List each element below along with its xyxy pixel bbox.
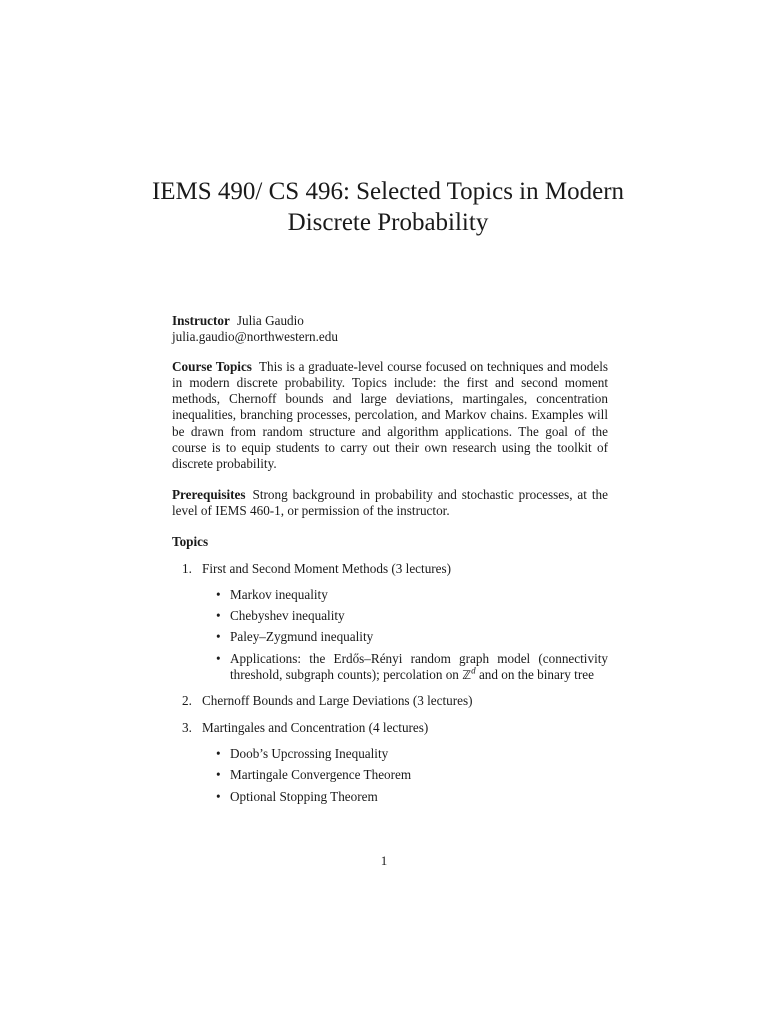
subtopic-item (202, 587, 608, 603)
subtopic-list (202, 587, 608, 683)
bullet-icon: • (216, 650, 221, 666)
document-body (172, 313, 608, 815)
topic-item (172, 561, 608, 684)
instructor-name: Julia Gaudio (236, 313, 304, 328)
topic-number: 3. (182, 719, 192, 735)
bullet-icon: • (216, 745, 221, 761)
prerequisites-label: Prerequisites (172, 486, 246, 502)
instructor-email: julia.gaudio@northwestern.edu (172, 329, 338, 345)
bullet-icon: • (216, 767, 221, 783)
dimension-superscript: d (471, 665, 476, 676)
title-line-1: IEMS 490/ CS 496: Selected Topics in Modern (151, 178, 625, 205)
prerequisites-section (172, 487, 608, 520)
subtopic-item (202, 746, 608, 762)
subtopic-text: Markov inequality (230, 586, 328, 602)
course-topics-label: Course Topics (172, 358, 252, 374)
topic-title: Martingales and Concentration (4 lectures) (202, 719, 429, 735)
bullet-icon: • (216, 629, 221, 645)
topics-list (172, 561, 608, 805)
prerequisites-text: Strong background in probability and stochastic processes, at the level of IEMS 460-1, or permission of the instructor. (172, 486, 608, 518)
title-line-2: Discrete Probability (287, 209, 489, 236)
applications-text: Applications: the Erdős–Rényi random graph model (connectivity threshold, subgraph counts); percolation on (230, 650, 608, 683)
instructor-section (172, 313, 608, 346)
subtopic-text: Optional Stopping Theorem (230, 788, 378, 804)
course-topics-section (172, 359, 608, 473)
instructor-label: Instructor (172, 313, 230, 328)
subtopic-text: Paley–Zygmund inequality (230, 629, 374, 645)
topic-number: 2. (182, 693, 192, 709)
subtopic-item (202, 767, 608, 783)
subtopic-text: Doob’s Upcrossing Inequality (230, 745, 389, 761)
subtopic-text: Chebyshev inequality (230, 608, 345, 624)
integers-symbol: ℤ (462, 668, 472, 683)
course-topics-text: This is a graduate-level course focused on techniques and models in modern discrete probability. Topics include: the first and second moment methods, Chernoff bounds and large deviations, martingales, concentration inequalities, branching processes, percolation, and Markov chains. Examples will be drawn from random structure and algorithm applications. The goal of the course is to equip students to carry out their own research using the toolkit of discrete probability. (172, 358, 608, 472)
subtopic-item (202, 789, 608, 805)
subtopic-list (202, 746, 608, 805)
document-title (120, 176, 656, 238)
page-number: 1 (380, 853, 388, 868)
topic-item (172, 693, 608, 709)
topics-heading: Topics (172, 534, 209, 550)
topic-number: 1. (182, 560, 192, 576)
topic-title: Chernoff Bounds and Large Deviations (3 lectures) (202, 693, 473, 709)
bullet-icon: • (216, 788, 221, 804)
subtopic-item-applications (202, 651, 608, 684)
subtopic-item (202, 629, 608, 645)
bullet-icon: • (216, 608, 221, 624)
subtopic-text: Martingale Convergence Theorem (230, 767, 412, 783)
subtopic-item (202, 608, 608, 624)
topic-item (172, 720, 608, 805)
topic-title: First and Second Moment Methods (3 lectures) (202, 560, 452, 576)
bullet-icon: • (216, 586, 221, 602)
applications-suffix: and on the binary tree (478, 667, 594, 683)
